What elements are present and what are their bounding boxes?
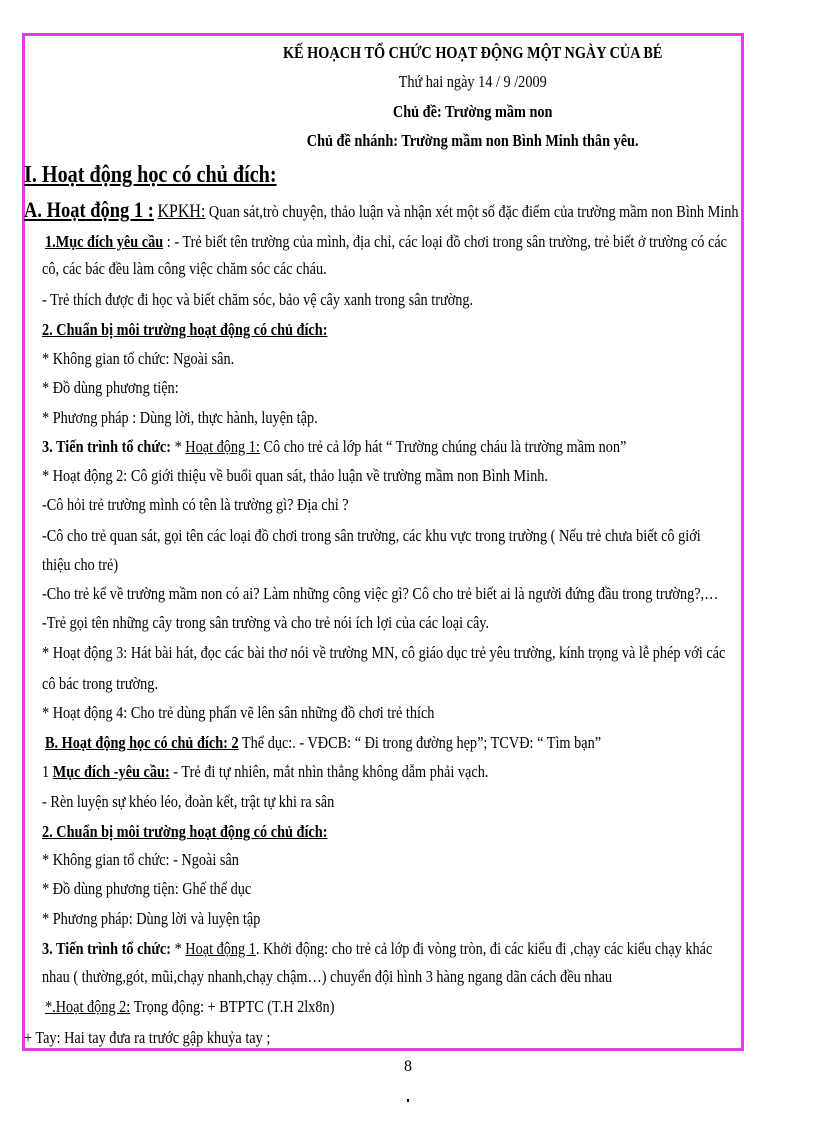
process-line-b-2: nhau ( thường,gót, mũi,chạy nhanh,chạy chậm…) chuyển đội hình 3 hàng ngang dãn cách đều nhau xyxy=(42,967,613,986)
hands-line: + Tay: Hai tay đưa ra trước gập khuỷa tay ; xyxy=(24,1028,271,1047)
process-hd1-text-b: . Khởi động: cho trẻ cả lớp đi vòng tròn, đi các kiểu đi ,chạy các kiểu chạy khác xyxy=(255,939,713,958)
process-hd1-label-a: Hoạt động 1: xyxy=(185,437,260,456)
goal-label-b: Mục đích -yêu cầu: xyxy=(52,762,170,781)
goal-line-2: cô, các bác đều làm công việc chăm sóc các cháu. xyxy=(42,259,327,278)
question-2-line: -Cô cho trẻ quan sát, gọi tên các loại đồ chơi trong sân trường, các khu vực trong trường ( Nếu trẻ chưa biết cô giới xyxy=(42,526,701,545)
prep-space-b: * Không gian tổ chức: - Ngoài sân xyxy=(42,850,239,869)
activity-2-line: * Hoạt động 2: Cô giới thiệu về buổi quan sát, thảo luận về trường mầm non Bình Minh. xyxy=(42,466,548,485)
question-3-line: -Cho trẻ kể về trường mầm non có ai? Làm những công việc gì? Cô cho trẻ biết ai là người đứng đầu trong trường?,… xyxy=(42,584,719,603)
part-b-text: Thể dục:. - VĐCB: “ Đi trong đường hẹp”; TCVĐ: “ Tìm bạn” xyxy=(238,733,602,752)
process-star-a: * xyxy=(171,437,186,456)
goal-label: 1.Mục đích yêu cầu xyxy=(45,232,164,251)
prep-method-b: * Phương pháp: Dùng lời và luyện tập xyxy=(42,909,261,928)
activity-3b-line: cô bác trong trường. xyxy=(42,674,159,693)
activity-4-line: * Hoạt động 4: Cho trẻ dùng phấn vẽ lên sân những đồ chơi trẻ thích xyxy=(42,703,435,722)
goal-line-3: - Trẻ thích được đi học và biết chăm sóc, bảo vệ cây xanh trong sân trường. xyxy=(42,290,474,309)
section-heading-text: I. Hoạt động học có chủ đích: xyxy=(24,162,277,188)
goal-text: : - Trẻ biết tên trường của mình, địa chỉ, các loại đồ chơi trong sân trường, trẻ biết ở trường có các xyxy=(163,232,728,251)
process-label-a: 3. Tiến trình tổ chức: xyxy=(42,437,172,456)
activity-2-label-b: *.Hoạt động 2: xyxy=(45,997,131,1016)
process-hd1-label-b: Hoạt động 1 xyxy=(185,939,256,958)
prep-tools-a: * Đồ dùng phương tiện: xyxy=(42,378,179,397)
activity-2-text-b: Trọng động: + BTPTC (T.H 2lx8n) xyxy=(130,997,335,1016)
process-line-a xyxy=(42,437,626,457)
document-title: KẾ HOẠCH TỔ CHỨC HOẠT ĐỘNG MỘT NGÀY CỦA BÉ xyxy=(282,43,663,62)
goal-line-b-2: - Rèn luyện sự khéo léo, đoàn kết, trật tự khi ra sân xyxy=(42,792,335,811)
part-b-heading: B. Hoạt động học có chủ đích: 2 xyxy=(45,733,239,752)
prep-space-a: * Không gian tổ chức: Ngoài sân. xyxy=(42,349,235,368)
process-hd1-text-a: Cô cho trẻ cả lớp hát “ Trường chúng cháu là trường mầm non” xyxy=(259,437,627,456)
process-line-b xyxy=(42,939,712,959)
goal-text-b: - Trẻ đi tự nhiên, mắt nhìn thẳng không dẫm phải vạch. xyxy=(169,762,489,781)
prep-tools-b: * Đồ dùng phương tiện: Ghế thể dục xyxy=(42,879,252,898)
part-a-heading: A. Hoạt động 1 : xyxy=(24,197,154,222)
section-heading xyxy=(24,162,277,188)
kpkh-text: Quan sát,trò chuyện, thảo luận và nhận xét một số đặc điểm của trường mầm non Bình Minh xyxy=(208,202,739,221)
question-1-line: -Cô hỏi trẻ trường mình có tên là trường gì? Địa chỉ ? xyxy=(42,495,349,514)
subtopic-line: Chủ đề nhánh: Trường mầm non Bình Minh thân yêu. xyxy=(306,131,639,150)
process-star-b: * xyxy=(171,939,186,958)
goal-num-b: 1 xyxy=(42,762,53,781)
goal-line-b xyxy=(42,762,488,782)
activity-2-line-b xyxy=(45,997,334,1017)
topic-line: Chủ đề: Trường mầm non xyxy=(392,102,553,121)
activity-3-line: * Hoạt động 3: Hát bài hát, đọc các bài thơ nói về trường MN, cô giáo dục trẻ yêu trường, kính trọng và lễ phép với các xyxy=(42,643,726,662)
question-4-line: -Trẻ gọi tên những cây trong sân trường và cho trẻ nói ích lợi của các loại cây. xyxy=(42,613,490,632)
part-b-heading-line xyxy=(45,733,601,753)
footer-mark xyxy=(407,1099,409,1102)
prep-heading-b: 2. Chuẩn bị môi trường hoạt động có chủ đích: xyxy=(42,822,328,841)
prep-method-a: * Phương pháp : Dùng lời, thực hành, luyện tập. xyxy=(42,408,318,427)
goal-line xyxy=(45,232,727,252)
prep-heading-a: 2. Chuẩn bị môi trường hoạt động có chủ đích: xyxy=(42,320,328,339)
question-2b-line: thiệu cho trẻ) xyxy=(42,555,119,574)
document-date: Thứ hai ngày 14 / 9 /2009 xyxy=(398,72,547,91)
page-number: 8 xyxy=(404,1058,412,1075)
kpkh-label: KPKH: xyxy=(157,201,206,222)
part-a-heading-line xyxy=(24,198,739,222)
process-label-b: 3. Tiến trình tổ chức: xyxy=(42,939,172,958)
